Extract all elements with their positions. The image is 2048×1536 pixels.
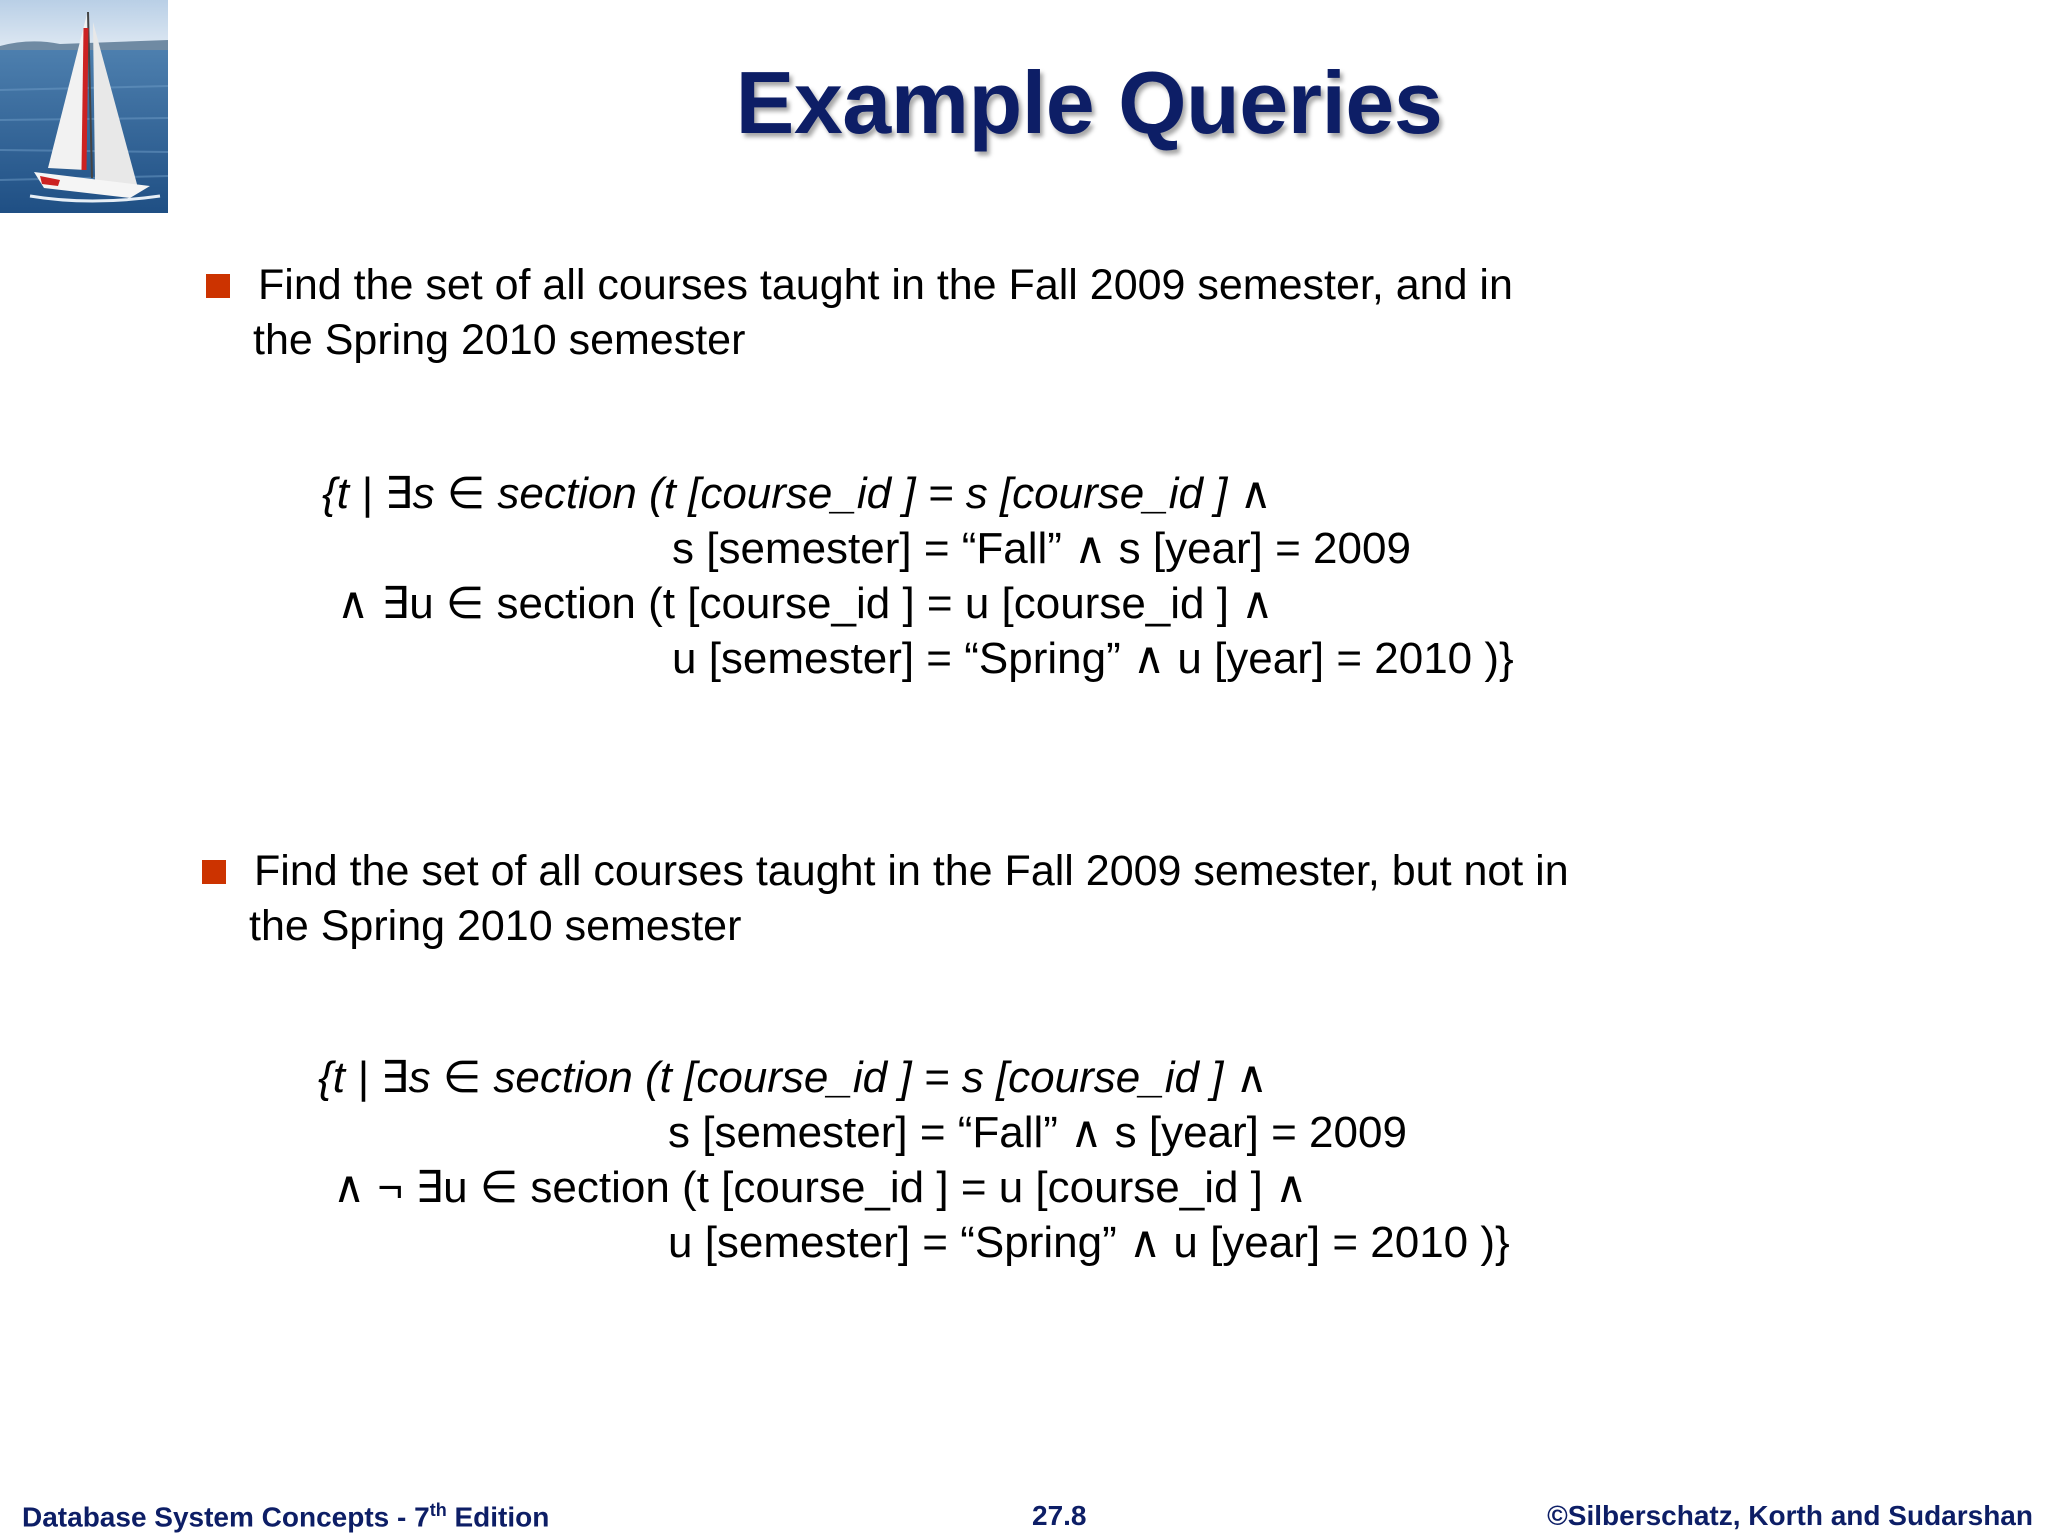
footer-right: ©Silberschatz, Korth and Sudarshan bbox=[1547, 1500, 2033, 1531]
formula-1-line-1: {t | ∃s ∈ section (t [course_id ] = s [course_id ] ∧ bbox=[322, 469, 1272, 518]
formula-1-line-4: u [semester] = “Spring” ∧ u [year] = 2010 )} bbox=[672, 634, 1514, 683]
bullet-1-line-1: Find the set of all courses taught in the Fall 2009 semester, and in bbox=[258, 261, 1513, 309]
bullet-2-line-1: Find the set of all courses taught in the Fall 2009 semester, but not in bbox=[254, 847, 1569, 895]
formula-1-line-3: ∧ ∃u ∈ section (t [course_id ] = u [course_id ] ∧ bbox=[337, 579, 1274, 628]
formula-2-line-2: s [semester] = “Fall” ∧ s [year] = 2009 bbox=[668, 1108, 1407, 1157]
footer-left-prefix: Database System Concepts - 7 bbox=[22, 1501, 430, 1533]
footer-center: 27.8 bbox=[1032, 1500, 1087, 1531]
bullet-2-line-2: the Spring 2010 semester bbox=[249, 902, 742, 950]
formula-1-line-2: s [semester] = “Fall” ∧ s [year] = 2009 bbox=[672, 524, 1411, 573]
footer-left-suffix: Edition bbox=[446, 1501, 550, 1533]
footer-left-sup: th bbox=[429, 1500, 447, 1520]
footer-left bbox=[22, 1500, 549, 1533]
formula-2-line-1: {t | ∃s ∈ section (t [course_id ] = s [course_id ] ∧ bbox=[318, 1053, 1268, 1102]
bullet-square-icon bbox=[206, 274, 230, 298]
bullet-square-icon bbox=[202, 860, 226, 884]
formula-2-line-4: u [semester] = “Spring” ∧ u [year] = 2010 )} bbox=[668, 1218, 1510, 1267]
bullet-1-line-2: the Spring 2010 semester bbox=[253, 316, 746, 364]
formula-2-line-3: ∧ ¬ ∃u ∈ section (t [course_id ] = u [course_id ] ∧ bbox=[333, 1163, 1308, 1212]
slide-title: Example Queries bbox=[735, 53, 1443, 152]
